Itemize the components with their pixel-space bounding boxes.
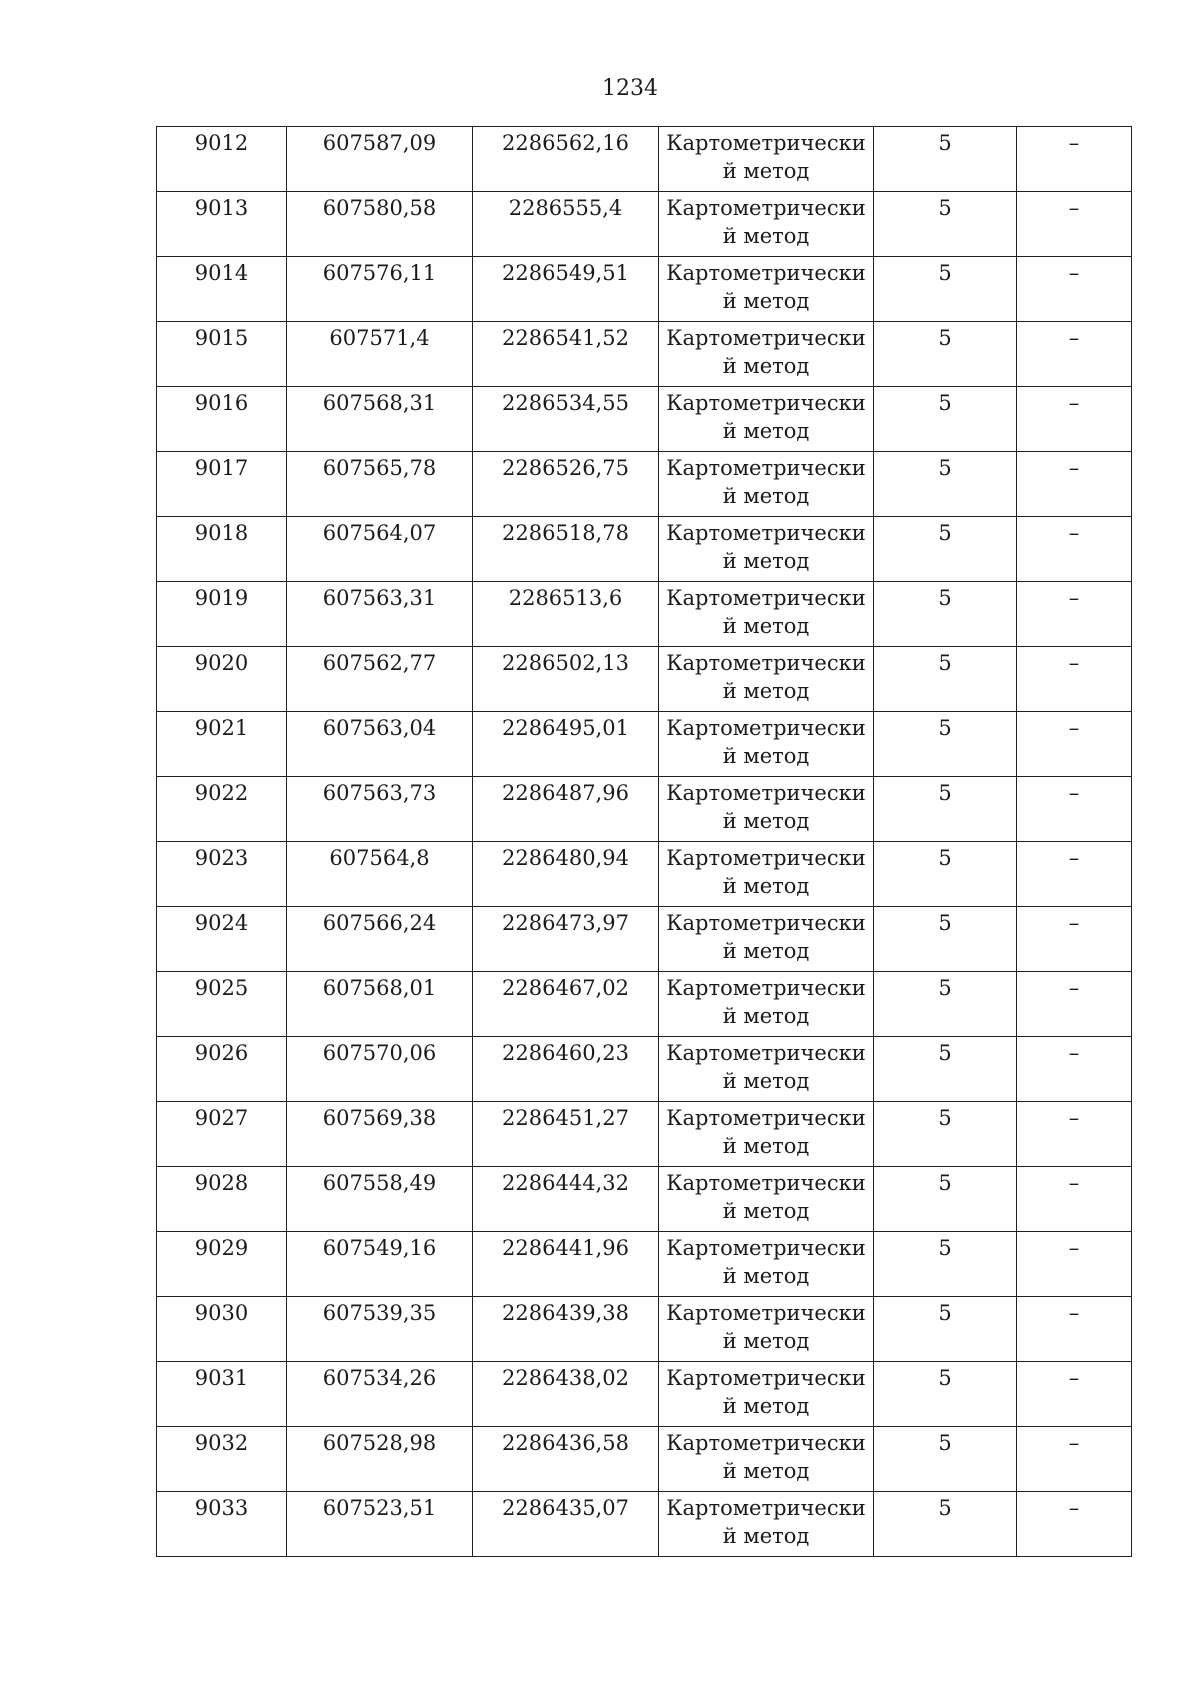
method-cell: Картометрически й метод — [659, 1297, 874, 1362]
y-coordinate-cell: 2286438,02 — [473, 1362, 659, 1427]
note-cell: – — [1017, 517, 1132, 582]
y-coordinate-cell: 2286480,94 — [473, 842, 659, 907]
x-coordinate-cell: 607534,26 — [287, 1362, 473, 1427]
method-cell: Картометрически й метод — [659, 517, 874, 582]
point-number-cell: 9025 — [157, 972, 287, 1037]
method-cell: Картометрически й метод — [659, 777, 874, 842]
accuracy-cell: 5 — [874, 1427, 1017, 1492]
y-coordinate-cell: 2286460,23 — [473, 1037, 659, 1102]
table-row — [157, 1297, 1132, 1362]
accuracy-cell: 5 — [874, 842, 1017, 907]
accuracy-cell: 5 — [874, 907, 1017, 972]
y-coordinate-cell: 2286513,6 — [473, 582, 659, 647]
x-coordinate-cell: 607568,31 — [287, 387, 473, 452]
point-number-cell: 9021 — [157, 712, 287, 777]
point-number-cell: 9024 — [157, 907, 287, 972]
x-coordinate-cell: 607587,09 — [287, 127, 473, 192]
y-coordinate-cell: 2286534,55 — [473, 387, 659, 452]
point-number-cell: 9018 — [157, 517, 287, 582]
point-number-cell: 9023 — [157, 842, 287, 907]
y-coordinate-cell: 2286518,78 — [473, 517, 659, 582]
note-cell: – — [1017, 907, 1132, 972]
table-row — [157, 192, 1132, 257]
y-coordinate-cell: 2286435,07 — [473, 1492, 659, 1557]
accuracy-cell: 5 — [874, 387, 1017, 452]
accuracy-cell: 5 — [874, 192, 1017, 257]
method-cell: Картометрически й метод — [659, 1362, 874, 1427]
y-coordinate-cell: 2286473,97 — [473, 907, 659, 972]
x-coordinate-cell: 607565,78 — [287, 452, 473, 517]
note-cell: – — [1017, 777, 1132, 842]
x-coordinate-cell: 607528,98 — [287, 1427, 473, 1492]
table-row — [157, 647, 1132, 712]
x-coordinate-cell: 607570,06 — [287, 1037, 473, 1102]
y-coordinate-cell: 2286562,16 — [473, 127, 659, 192]
table-row — [157, 1492, 1132, 1557]
x-coordinate-cell: 607571,4 — [287, 322, 473, 387]
note-cell: – — [1017, 1167, 1132, 1232]
point-number-cell: 9017 — [157, 452, 287, 517]
x-coordinate-cell: 607569,38 — [287, 1102, 473, 1167]
x-coordinate-cell: 607564,8 — [287, 842, 473, 907]
method-cell: Картометрически й метод — [659, 1037, 874, 1102]
page-number: 1234 — [602, 76, 658, 101]
method-cell: Картометрически й метод — [659, 1102, 874, 1167]
y-coordinate-cell: 2286502,13 — [473, 647, 659, 712]
point-number-cell: 9030 — [157, 1297, 287, 1362]
table-row — [157, 452, 1132, 517]
table-row — [157, 517, 1132, 582]
y-coordinate-cell: 2286555,4 — [473, 192, 659, 257]
method-cell: Картометрически й метод — [659, 387, 874, 452]
method-cell: Картометрически й метод — [659, 1232, 874, 1297]
point-number-cell: 9015 — [157, 322, 287, 387]
table-row — [157, 1362, 1132, 1427]
table-row — [157, 127, 1132, 192]
accuracy-cell: 5 — [874, 1362, 1017, 1427]
table-row — [157, 972, 1132, 1037]
table-row — [157, 907, 1132, 972]
accuracy-cell: 5 — [874, 1167, 1017, 1232]
note-cell: – — [1017, 972, 1132, 1037]
note-cell: – — [1017, 1492, 1132, 1557]
table-row — [157, 712, 1132, 777]
note-cell: – — [1017, 127, 1132, 192]
method-cell: Картометрически й метод — [659, 647, 874, 712]
method-cell: Картометрически й метод — [659, 842, 874, 907]
method-cell: Картометрически й метод — [659, 582, 874, 647]
point-number-cell: 9027 — [157, 1102, 287, 1167]
x-coordinate-cell: 607566,24 — [287, 907, 473, 972]
point-number-cell: 9019 — [157, 582, 287, 647]
note-cell: – — [1017, 257, 1132, 322]
point-number-cell: 9014 — [157, 257, 287, 322]
table-row — [157, 322, 1132, 387]
x-coordinate-cell: 607558,49 — [287, 1167, 473, 1232]
accuracy-cell: 5 — [874, 647, 1017, 712]
x-coordinate-cell: 607563,73 — [287, 777, 473, 842]
accuracy-cell: 5 — [874, 1037, 1017, 1102]
table-row — [157, 842, 1132, 907]
method-cell: Картометрически й метод — [659, 322, 874, 387]
y-coordinate-cell: 2286451,27 — [473, 1102, 659, 1167]
y-coordinate-cell: 2286467,02 — [473, 972, 659, 1037]
method-cell: Картометрически й метод — [659, 257, 874, 322]
y-coordinate-cell: 2286436,58 — [473, 1427, 659, 1492]
y-coordinate-cell: 2286549,51 — [473, 257, 659, 322]
point-number-cell: 9033 — [157, 1492, 287, 1557]
note-cell: – — [1017, 192, 1132, 257]
note-cell: – — [1017, 842, 1132, 907]
x-coordinate-cell: 607523,51 — [287, 1492, 473, 1557]
method-cell: Картометрически й метод — [659, 972, 874, 1037]
note-cell: – — [1017, 712, 1132, 777]
accuracy-cell: 5 — [874, 517, 1017, 582]
x-coordinate-cell: 607564,07 — [287, 517, 473, 582]
point-number-cell: 9031 — [157, 1362, 287, 1427]
note-cell: – — [1017, 452, 1132, 517]
note-cell: – — [1017, 1297, 1132, 1362]
method-cell: Картометрически й метод — [659, 907, 874, 972]
x-coordinate-cell: 607568,01 — [287, 972, 473, 1037]
note-cell: – — [1017, 387, 1132, 452]
x-coordinate-cell: 607576,11 — [287, 257, 473, 322]
method-cell: Картометрически й метод — [659, 192, 874, 257]
table-row — [157, 387, 1132, 452]
y-coordinate-cell: 2286439,38 — [473, 1297, 659, 1362]
note-cell: – — [1017, 1102, 1132, 1167]
table-row — [157, 1167, 1132, 1232]
accuracy-cell: 5 — [874, 1297, 1017, 1362]
accuracy-cell: 5 — [874, 712, 1017, 777]
accuracy-cell: 5 — [874, 1492, 1017, 1557]
note-cell: – — [1017, 647, 1132, 712]
x-coordinate-cell: 607562,77 — [287, 647, 473, 712]
y-coordinate-cell: 2286526,75 — [473, 452, 659, 517]
y-coordinate-cell: 2286495,01 — [473, 712, 659, 777]
accuracy-cell: 5 — [874, 972, 1017, 1037]
method-cell: Картометрически й метод — [659, 1492, 874, 1557]
accuracy-cell: 5 — [874, 777, 1017, 842]
method-cell: Картометрически й метод — [659, 1167, 874, 1232]
x-coordinate-cell: 607563,04 — [287, 712, 473, 777]
point-number-cell: 9026 — [157, 1037, 287, 1102]
note-cell: – — [1017, 582, 1132, 647]
y-coordinate-cell: 2286444,32 — [473, 1167, 659, 1232]
accuracy-cell: 5 — [874, 1232, 1017, 1297]
table-body — [157, 127, 1132, 1557]
method-cell: Картометрически й метод — [659, 712, 874, 777]
table-row — [157, 1037, 1132, 1102]
table-row — [157, 582, 1132, 647]
coordinates-table — [156, 126, 1132, 1557]
y-coordinate-cell: 2286487,96 — [473, 777, 659, 842]
accuracy-cell: 5 — [874, 1102, 1017, 1167]
method-cell: Картометрически й метод — [659, 127, 874, 192]
table-row — [157, 1427, 1132, 1492]
accuracy-cell: 5 — [874, 452, 1017, 517]
x-coordinate-cell: 607580,58 — [287, 192, 473, 257]
point-number-cell: 9012 — [157, 127, 287, 192]
x-coordinate-cell: 607563,31 — [287, 582, 473, 647]
table-row — [157, 1102, 1132, 1167]
note-cell: – — [1017, 322, 1132, 387]
method-cell: Картометрически й метод — [659, 1427, 874, 1492]
table-row — [157, 257, 1132, 322]
point-number-cell: 9028 — [157, 1167, 287, 1232]
y-coordinate-cell: 2286541,52 — [473, 322, 659, 387]
point-number-cell: 9020 — [157, 647, 287, 712]
note-cell: – — [1017, 1362, 1132, 1427]
table-row — [157, 1232, 1132, 1297]
note-cell: – — [1017, 1232, 1132, 1297]
note-cell: – — [1017, 1427, 1132, 1492]
accuracy-cell: 5 — [874, 127, 1017, 192]
point-number-cell: 9032 — [157, 1427, 287, 1492]
x-coordinate-cell: 607549,16 — [287, 1232, 473, 1297]
point-number-cell: 9029 — [157, 1232, 287, 1297]
x-coordinate-cell: 607539,35 — [287, 1297, 473, 1362]
method-cell: Картометрически й метод — [659, 452, 874, 517]
note-cell: – — [1017, 1037, 1132, 1102]
y-coordinate-cell: 2286441,96 — [473, 1232, 659, 1297]
point-number-cell: 9022 — [157, 777, 287, 842]
table-row — [157, 777, 1132, 842]
point-number-cell: 9013 — [157, 192, 287, 257]
accuracy-cell: 5 — [874, 257, 1017, 322]
accuracy-cell: 5 — [874, 322, 1017, 387]
point-number-cell: 9016 — [157, 387, 287, 452]
accuracy-cell: 5 — [874, 582, 1017, 647]
